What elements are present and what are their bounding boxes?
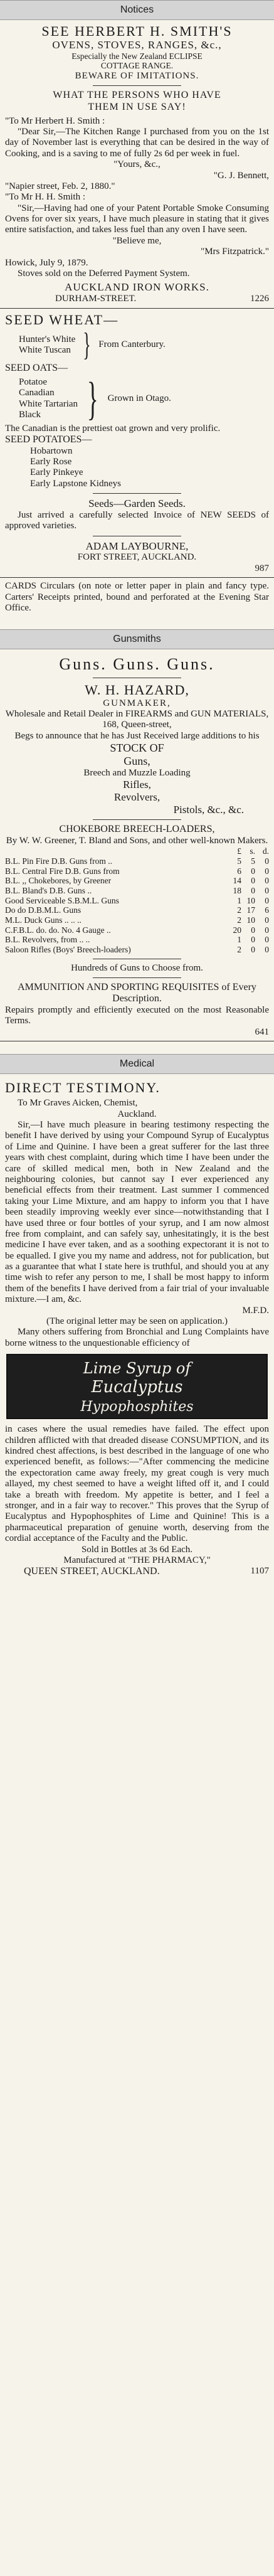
oats-list <box>5 377 78 421</box>
product-logo <box>6 1354 268 1419</box>
brace-symbol: } <box>87 373 98 425</box>
wheat-list <box>5 334 75 356</box>
repairs-line: Repairs promptly and efficiently executed on the most Reasonable Terms. <box>5 1005 269 1026</box>
ad-code: 1107 <box>250 1566 269 1577</box>
price-cell-s: 0 <box>251 876 255 886</box>
divider <box>93 819 181 820</box>
price-row <box>5 905 269 915</box>
price-cell-s: 0 <box>251 885 255 895</box>
letter2-close: "Believe me, <box>112 235 162 246</box>
guns-banner: Guns. Guns. Guns. <box>59 654 215 673</box>
oats-list-group <box>5 373 269 425</box>
potato-variety: Early Pinkeye <box>30 467 83 478</box>
price-cell-d: 0 <box>265 925 269 935</box>
letter1-signature: "G. J. Bennett, <box>213 170 269 181</box>
seller-name: ADAM LAYBOURNE, <box>85 540 189 552</box>
smith-title: SEE HERBERT H. SMITH'S <box>41 23 233 39</box>
oat-variety: Black <box>19 410 41 420</box>
letter1-date: "Napier street, Feb. 2, 1880." <box>5 181 115 191</box>
ad-code: 1226 <box>250 294 269 304</box>
price-cell-item: Saloon Rifles (Boys' Breech-loaders) <box>5 944 131 954</box>
price-cell-d: 0 <box>265 895 269 905</box>
seed-advertisement <box>0 309 274 578</box>
garden-seeds-heading: Seeds—Garden Seeds. <box>88 498 186 510</box>
oats-note: The Canadian is the prettiest oat grown and very prolific. <box>5 423 221 434</box>
divider <box>93 977 181 978</box>
price-cell-l: 18 <box>233 885 241 895</box>
price-cell-l: 5 <box>237 856 241 866</box>
hazard-desc2: Begs to announce that he has Just Received large additions to his <box>14 730 260 741</box>
price-cell-d: 0 <box>265 944 269 954</box>
wheat-variety: Hunter's White <box>19 334 76 344</box>
pharmacy-address-row <box>5 1566 269 1578</box>
divider <box>93 85 181 86</box>
wheat-variety: White Tuscan <box>19 345 71 356</box>
price-cell-s: 10 <box>246 915 255 925</box>
potato-variety: Early Rose <box>30 456 72 467</box>
price-cell-d: 0 <box>265 866 269 876</box>
price-cell-l: 20 <box>233 925 241 935</box>
hazard-trade: GUNMAKER, <box>103 698 171 708</box>
price-cell-item: Good Serviceable S.B.M.L. Guns <box>5 895 119 905</box>
section-header-gunsmiths: Gunsmiths <box>0 629 274 649</box>
price-cell-l: 2 <box>237 944 241 954</box>
smith-advertisement <box>0 20 274 309</box>
price-cell-s: 0 <box>251 925 255 935</box>
price-cell-s: 0 <box>251 935 255 945</box>
makers-line: By W. W. Greener, T. Bland and Sons, and other well-known Makers. <box>6 835 268 846</box>
iron-works-address: DURHAM-STREET. <box>55 294 137 304</box>
price-row <box>5 915 269 925</box>
price-row <box>5 896 269 906</box>
price-cell-d: 0 <box>265 876 269 886</box>
rifles-line: Rifles, <box>123 779 151 791</box>
seller-address: FORT STREET, AUCKLAND. <box>77 552 197 563</box>
iron-works-name: AUCKLAND IRON WORKS. <box>65 281 209 294</box>
stock-heading: STOCK OF <box>110 742 164 755</box>
others-body: Many others suffering from Bronchial and Lung Complaints have borne witness to the unquestionable efficiency of <box>5 1327 269 1348</box>
logo-line3: Hypophosphites <box>80 1399 194 1415</box>
section-header-notices: Notices <box>0 0 274 20</box>
smith-heading: WHAT THE PERSONS WHO HAVE <box>53 90 221 101</box>
price-cell-d: 0 <box>265 915 269 925</box>
aicken-advertisement <box>0 1074 274 1581</box>
price-cell-l: 2 <box>237 905 241 915</box>
ad-code: 987 <box>255 563 269 573</box>
letter1-to: "To Mr Herbert H. Smith : <box>5 115 105 126</box>
oats-origin: Grown in Otago. <box>107 393 171 403</box>
wheat-list-group <box>5 329 269 361</box>
smith-line3: Especially the New Zealand ECLIPSE <box>71 51 203 61</box>
price-row <box>5 866 269 876</box>
testimony-note: (The original letter may be seen on application.) <box>46 1316 228 1327</box>
price-row <box>5 935 269 945</box>
pence-header: d. <box>262 846 269 856</box>
manufactured-line: Manufactured at "THE PHARMACY," <box>63 1555 211 1565</box>
smith-line4: COTTAGE RANGE. <box>100 61 174 71</box>
price-cell-item: M.L. Duck Guns .. .. .. <box>5 915 82 925</box>
price-cell-item: B.L. Pin Fire D.B. Guns from .. <box>5 856 113 866</box>
revolvers-line: Revolvers, <box>113 790 161 803</box>
price-cell-l: 1 <box>237 895 241 905</box>
testimony-to: To Mr Graves Aicken, Chemist, <box>18 1098 138 1109</box>
price-table-body <box>5 856 269 955</box>
price-table <box>5 846 269 954</box>
payment-note: Stoves sold on the Deferred Payment System. <box>18 269 190 279</box>
price-cell-item: B.L. Revolvers, from .. .. <box>5 935 90 945</box>
letter2-signature: "Mrs Fitzpatrick." <box>201 247 269 257</box>
iron-works-address-row <box>5 294 269 304</box>
seed-oats-title: SEED OATS— <box>5 363 68 374</box>
price-cell-s: 10 <box>246 895 255 905</box>
price-cell-d: 0 <box>265 856 269 866</box>
oat-variety: White Tartarian <box>19 398 78 409</box>
logo-line2: Eucalyptus <box>91 1378 183 1397</box>
price-row <box>5 945 269 955</box>
pounds-header: £ <box>237 846 241 856</box>
garden-seeds-body: Just arrived a carefully selected Invoice of NEW SEEDS of approved varieties. <box>5 509 269 531</box>
price-cell-item: C.F.B.L. do. do. No. 4 Gauge .. <box>5 925 111 935</box>
seed-wheat-title: SEED WHEAT— <box>5 311 119 327</box>
wheat-origin: From Canterbury. <box>98 339 166 350</box>
price-cell-item: B.L. Bland's D.B. Guns .. <box>5 885 92 895</box>
logo-line1: Lime Syrup of <box>83 1360 191 1378</box>
ammo-line: AMMUNITION AND SPORTING REQUISITES of Every Description. <box>18 981 256 1004</box>
chokebore-heading: CHOKEBORE BREECH-LOADERS, <box>59 824 215 835</box>
testimony-city: Auckland. <box>117 1109 157 1119</box>
price-row <box>5 856 269 866</box>
price-table-header <box>5 846 269 856</box>
seed-potatoes-title: SEED POTATOES— <box>5 434 92 445</box>
section-header-medical: Medical <box>0 1054 274 1074</box>
price-cell-d: 6 <box>265 905 269 915</box>
price-cell-s: 0 <box>251 866 255 876</box>
divider <box>93 493 181 494</box>
sold-line: Sold in Bottles at 3s 6d Each. <box>81 1544 193 1555</box>
price-row <box>5 925 269 935</box>
cards-body: CARDS Circulars (on note or letter paper in plain and fancy type. Carters' Receipts printed, bound and perforated at the Evening Star Office. <box>5 581 269 613</box>
price-row <box>5 876 269 886</box>
pharmacy-address: QUEEN STREET, AUCKLAND. <box>24 1566 160 1577</box>
price-cell-s: 5 <box>251 856 255 866</box>
letter2-body: "Sir,—Having had one of your Patent Portable Smoke Consuming Ovens for over six years, I have much pleasure in stating that it gives entire satisfaction, and takes less fuel than any oven I have seen. <box>5 203 269 235</box>
price-cell-l: 1 <box>237 935 241 945</box>
testimony-title: DIRECT TESTIMONY. <box>5 1079 161 1095</box>
potato-variety: Hobartown <box>30 445 73 456</box>
price-cell-l: 2 <box>237 915 241 925</box>
letter2-to: "To Mr H. H. Smith : <box>5 192 85 203</box>
price-cell-d: 0 <box>265 885 269 895</box>
price-cell-s: 17 <box>246 905 255 915</box>
smith-heading2: THEM IN USE SAY! <box>88 102 186 113</box>
price-cell-item: B.L. Central Fire D.B. Guns from <box>5 866 120 876</box>
letter1-body: "Dear Sir,—The Kitchen Range I purchased from you on the 1st day of November last is everything that can be desired in the way of Cooking, and is a saving to me of fully 2s 6d per week in fuel. <box>5 126 269 159</box>
smith-beware: BEWARE OF IMITATIONS. <box>75 71 199 82</box>
price-cell-item: Do do D.B.M.L. Guns <box>5 905 82 915</box>
breech-line: Breech and Muzzle Loading <box>83 767 191 778</box>
guns-line: Guns, <box>124 754 150 767</box>
letter2-date: Howick, July 9, 1879. <box>5 257 88 268</box>
price-cell-l: 14 <box>233 876 241 886</box>
effects-body: in cases where the usual remedies have failed. The effect upon children afflicted with that dreaded disease CONSUMPTION, and its kindred chest affections, is best described in the language of one who experienced benefit, as follows:—"After commencing the medicine the expectoration came away freely, my great cough is very much allayed, my chest seemed to have a weight lifted off it, and I could take a breath with freedom. My appetite is better, and I feel a stronger, and in a fair way to recover." This proves that the Syrup of Eucalyptus and Hypophosphites of Lime and Quinine! This is a pharmaceutical preparation of genuine worth, deserving from the cordial acceptance of the Faculty and the Public. <box>5 1424 269 1544</box>
hazard-name: W. H. HAZARD, <box>85 681 189 698</box>
brace-symbol: } <box>83 327 92 363</box>
price-row <box>5 886 269 896</box>
oat-variety: Canadian <box>19 388 55 398</box>
hazard-address: 168, Queen-street, <box>102 720 172 730</box>
price-cell-d: 0 <box>265 935 269 945</box>
pistols-line: Pistols, &c., &c. <box>173 803 244 816</box>
testimony-signature: M.F.D. <box>242 1305 269 1316</box>
hazard-advertisement <box>0 649 274 1041</box>
ad-code: 641 <box>255 1026 269 1037</box>
price-cell-l: 6 <box>237 866 241 876</box>
oat-variety: Potatoe <box>19 376 47 387</box>
testimony-body: Sir,—I have much pleasure in bearing testimony respecting the benefit I have derived by using your Compound Syrup of Eucalyptus of Lime and Quinine. I have been a great sufferer for the last three years with chest complaint, during which time I have been under the care of skilled medical men, both in New Zealand and the neighbouring colonies, but cannot say I ever experienced any beneficial effects from their treatment. Last summer I commenced taking your Lime Mixture, and am happy to inform you that I have been steadily improving weekly ever since—notwithstanding that I have used three or four bottles of your syrup, and I am now almost free from complaint, and can safely say, unhesitatingly, it is the best medicine I have ever taken, and as a soothing expectorant it is not to be equalled. I give you my name and address, not for publication, but as a guarantee that what I state here is truthful, and should you at any time wish to refer any person to me, I shall be most happy to inform them of the benefits I have derived from a fair trial of your invaluable mixture.—I am, &c. <box>5 1120 269 1305</box>
hazard-desc1: Wholesale and Retail Dealer in FIREARMS and GUN MATERIALS, <box>5 708 269 719</box>
price-cell-s: 0 <box>251 944 255 954</box>
price-cell-item: B.L. ,, Chokebores, by Greener <box>5 876 112 886</box>
potatoes-list <box>5 446 269 490</box>
cards-advertisement <box>0 578 274 617</box>
smith-subtitle: OVENS, STOVES, RANGES, &c., <box>52 39 222 51</box>
letter1-close: "Yours, &c., <box>113 159 161 170</box>
shillings-header: s. <box>250 846 255 856</box>
potato-variety: Early Lapstone Kidneys <box>30 478 121 489</box>
hundreds-line: Hundreds of Guns to Choose from. <box>71 962 203 973</box>
